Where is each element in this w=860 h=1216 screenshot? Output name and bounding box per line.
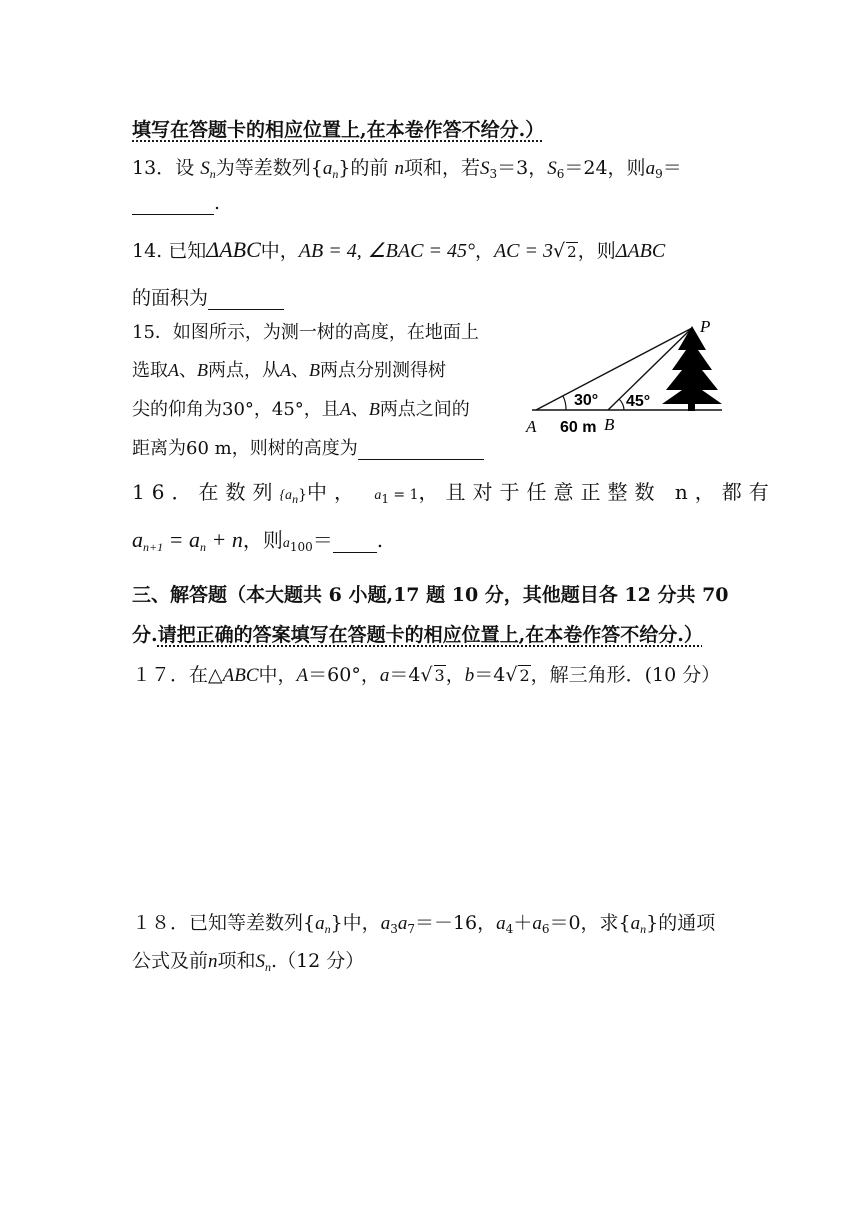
question-18-line2: 公式及前n项和$S_n.(12$ 分） <box>132 950 365 974</box>
answer-blank-15[interactable] <box>358 438 484 460</box>
angle-arc-a <box>563 396 566 410</box>
question-17: １７．在△ABC中，A＝60°，a＝4√ 3，b＝4√ 2，解三角形．(10 分） <box>132 664 721 686</box>
answer-blank-16[interactable] <box>333 528 377 553</box>
question-16: 16．在数列$\{a_n\}$中， $a_1 = 1$，且对于任意正整数 n，都有 <box>132 480 776 506</box>
question-15-line2: 选取A、B两点，从A、B两点分别测得树 <box>132 360 446 381</box>
label-p: P <box>700 318 711 336</box>
question-15-line4: 距离为60 m，则树的高度为 <box>132 434 484 460</box>
instructions-tail: 填写在答题卡的相应位置上,在本卷作答不给分.） <box>132 119 545 141</box>
label-a: A <box>526 417 537 436</box>
question-18: １８．已知等差数列$\{a_n\}$中，$a_3a_7=-16$，$a_4+a_6=0$，求$\{a_n\}$的通项 <box>132 912 716 936</box>
question-16-line2: $a_{n+1} = a_n + n$，则$a_{100}=$ . <box>132 527 384 554</box>
section-3-instructions: 分.请把正确的答案填写在答题卡的相应位置上,在本卷作答不给分.） <box>132 624 703 646</box>
question-13-answer-line: . <box>132 192 220 215</box>
answer-blank-13[interactable] <box>132 192 214 215</box>
answer-blank-14[interactable] <box>208 287 284 310</box>
section-3-heading: 三、解答题（本大题共 6 小题,17 题 10 分，其他题目各 12 分共 70 <box>132 584 729 606</box>
question-15-line3: 尖的仰角为30°，45°，且A、B两点之间的 <box>132 399 470 420</box>
distance-label: 60 m <box>560 419 597 436</box>
question-15-line1: 15．如图所示，为测一树的高度，在地面上 <box>132 322 479 343</box>
question-13: 13．设 $S_n$为等差数列$\{a_n\}$的前 n项和，若$S_3=3$，$S_6=24$，则$a_9=$ <box>132 157 682 181</box>
label-b: B <box>604 415 615 434</box>
angle-45-label: 45° <box>626 393 651 410</box>
tree-elevation-figure <box>522 318 732 438</box>
angle-arc-b <box>619 399 624 410</box>
sight-line-from-a <box>536 328 692 410</box>
question-14: 14. 已知ΔABC中，AB = 4, ∠BAC = 45°，AC = 3√ 2，则ΔABC <box>132 237 666 262</box>
question-14-line2: 的面积为 <box>132 283 284 310</box>
angle-30-label: 30° <box>574 392 599 409</box>
